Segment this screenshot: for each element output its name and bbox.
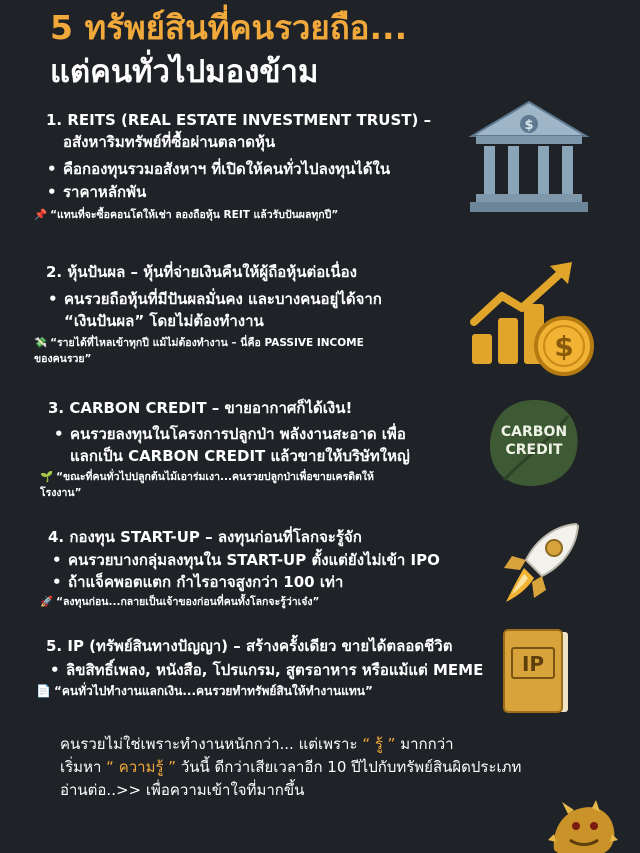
title-line-1: 5 ทรัพย์สินที่คนรวยถือ... (50, 8, 408, 47)
footer-text-part: คนรวยไม่ใช่เพราะทำงานหนักกว่า... แต่เพราะ (60, 735, 363, 753)
bullet-item: • คือกองทุนรวมอสังหาฯ ที่เปิดให้คนทั่วไปลงทุนได้ใน (63, 158, 390, 180)
bullet-text: ราคาหลักพัน (63, 183, 147, 201)
rocket-icon (498, 520, 582, 606)
footer-text-part: วันนี้ ดีกว่าเสียเวลาอีก 10 ปีไปกับทรัพย์สินผิดประเภท (176, 758, 522, 776)
bullet-item-cont: แลกเป็น CARBON CREDIT แล้วขายให้บริษัทใหญ่ (70, 447, 410, 465)
quote-text: “ขณะที่คนทั่วไปปลูกต้นไม้เอาร่มเงา...คนรวยปลูกป่าเพื่อขายเครดิตให้ (56, 471, 374, 483)
section-heading-cont: อสังหาริมทรัพย์ที่ซื้อผ่านตลาดหุ้น (63, 133, 276, 151)
quote-line (36, 684, 373, 699)
quote-line (40, 470, 374, 485)
ip-book-icon (500, 626, 572, 718)
footer-text-part: มากกว่า (395, 735, 454, 753)
footer-line-2 (60, 756, 620, 779)
quote-text: “แทนที่จะซื้อคอนโดให้เช่า ลองถือหุ้น REIT แล้วรับปันผลทุกปี” (50, 209, 339, 221)
page-title (50, 6, 407, 94)
footer-text (60, 733, 620, 802)
svg-text:$: $ (554, 330, 574, 363)
section-heading: 3. CARBON CREDIT – ขายอากาศก็ได้เงิน! (48, 399, 353, 417)
section-heading: 5. IP (ทรัพย์สินทางปัญญา) – สร้างครั้งเดียว ขายได้ตลอดชีวิต (46, 637, 453, 655)
pin-icon: 📌 (34, 209, 48, 221)
footer-line-1 (60, 733, 620, 756)
quote-text: “ลงทุนก่อน...กลายเป็นเจ้าของก่อนที่คนทั้งโลกจะรู้ว่าเจ๋ง” (56, 596, 320, 608)
carbon-label: CARBON (500, 424, 568, 440)
bullet-item: • คนรวยลงทุนในโครงการปลูกป่า พลังงานสะอาด เพื่อ (70, 423, 406, 445)
section-heading: 4. กองทุน START-UP – ลงทุนก่อนที่โลกจะรู้จัก (48, 528, 362, 546)
growth-chart-coin-icon (466, 256, 596, 376)
bullet-item: • ถ้าแจ็คพอตแตก กำไรอาจสูงกว่า 100 เท่า (68, 571, 343, 593)
bullet-item-cont: “เงินปันผล” โดยไม่ต้องทำงาน (64, 312, 264, 330)
title-line-2: แต่คนทั่วไปมองข้าม (50, 54, 319, 90)
bullet-item: • คนรวยบางกลุ่มลงทุนใน START-UP ตั้งแต่ยังไม่เข้า IPO (68, 549, 440, 571)
section-heading: 2. หุ้นปันผล – หุ้นที่จ่ายเงินคืนให้ผู้ถือหุ้นต่อเนื่อง (46, 263, 357, 281)
footer-line-3: อ่านต่อ..>> เพื่อความเข้าใจที่มากขึ้น (60, 781, 305, 799)
quote-line (34, 336, 364, 351)
golden-dragon-icon (548, 800, 618, 853)
seedling-icon: 🌱 (40, 471, 54, 483)
bank-building-icon (468, 98, 590, 216)
bullet-item: • ลิขสิทธิ์เพลง, หนังสือ, โปรแกรม, สูตรอาหาร หรือแม้แต่ MEME (66, 659, 483, 681)
ip-label: IP (521, 652, 545, 676)
credit-label: CREDIT (505, 442, 563, 458)
footer-highlight: “ ความรู้ ” (106, 758, 177, 776)
quote-line (34, 208, 338, 223)
footer-highlight: “ รู้ ” (362, 735, 396, 753)
bullet-item-cont (63, 181, 146, 203)
svg-text:$: $ (524, 118, 534, 133)
quote-text: “รายได้ที่ไหลเข้าทุกปี แม้ไม่ต้องทำงาน – นี่คือ PASSIVE INCOME (50, 337, 364, 349)
section-heading: 1. REITS (REAL ESTATE INVESTMENT TRUST) – (46, 111, 432, 129)
bullet-item: • คนรวยถือหุ้นที่มีปันผลมั่นคง และบางคนอยู่ได้จาก (64, 288, 382, 310)
document-icon: 📄 (36, 684, 51, 698)
rocket-emoji-icon: 🚀 (40, 596, 54, 608)
quote-line (40, 595, 319, 610)
quote-line-cont: ของคนรวย” (34, 353, 92, 365)
quote-text: “คนทั่วไปทำงานแลกเงิน...คนรวยทำทรัพย์สินให้ทำงานแทน” (53, 684, 373, 698)
carbon-credit-leaf-icon (484, 396, 584, 490)
money-wings-icon: 💸 (34, 337, 48, 349)
quote-line-cont: โรงงาน” (40, 487, 82, 499)
footer-text-part: เริ่มหา (60, 758, 107, 776)
